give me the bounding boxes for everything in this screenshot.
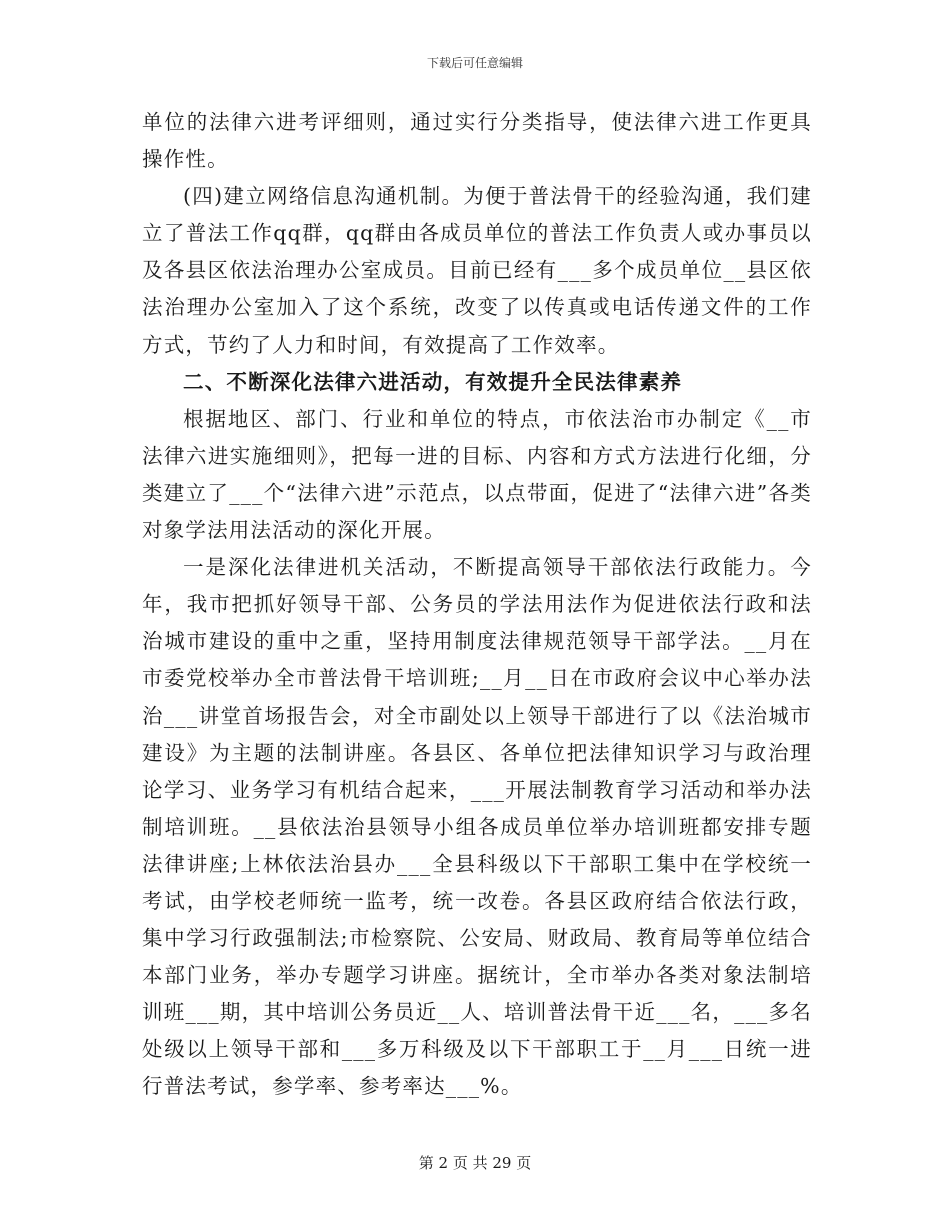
paragraph-continuation: 单位的法律六进考评细则，通过实行分类指导，使法律六进工作更具操作性。 <box>142 110 812 172</box>
document-body <box>142 104 812 1106</box>
paragraph-implementation: 根据地区、部门、行业和单位的特点，市依法治市办制定《__市法律六进实施细则》，把每一进的目标、内容和方式方法进行化细，分类建立了___个“法律六进”示范点，以点带面，促进了“法律六进”各类对象学法用法活动的深化开展。 <box>142 406 812 543</box>
section-heading: 二、不断深化法律六进活动，有效提升全民法律素养 <box>183 369 683 394</box>
page-number: 第 2 页 共 29 页 <box>418 1154 532 1172</box>
paragraph-agencies: 一是深化法律进机关活动，不断提高领导干部依法行政能力。今年，我市把抓好领导干部、公务员的学法用法作为促进依法行政和法治城市建设的重中之重，坚持用制度法律规范领导干部学法。__月在市委党校举办全市普法骨干培训班;__月__日在市政府会议中心举办法治___讲堂首场报告会，对全市副处以上领导干部进行了以《法治城市建设》为主题的法制讲座。各县区、各单位把法律知识学习与政治理论学习、业务学习有机结合起来，___开展法制教育学习活动和举办法制培训班。__县依法治县领导小组各成员单位举办培训班都安排专题法律讲座;上林依法治县办___全县科级以下干部职工集中在学校统一考试，由学校老师统一监考，统一改卷。各县区政府结合依法行政，集中学习行政强制法;市检察院、公安局、财政局、教育局等单位结合本部门业务，举办专题学习讲座。据统计，全市举办各类对象法制培训班___期，其中培训公务员近__人、培训普法骨干近___名，___多名处级以上领导干部和___多万科级及以下干部职工于__月___日统一进行普法考试，参学率、参考率达___%。 <box>142 555 812 1099</box>
page-header: 下载后可任意编辑 <box>426 56 523 70</box>
paragraph-network-mechanism: (四)建立网络信息沟通机制。为便于普法骨干的经验沟通，我们建立了普法工作qq群，qq群由各成员单位的普法工作负责人或办事员以及各县区依法治理办公室成员。目前已经有___多个成员单位__县区依法治理办公室加入了这个系统，改变了以传真或电话传递文件的工作方式，节约了人力和时间，有效提高了工作效率。 <box>142 184 812 357</box>
